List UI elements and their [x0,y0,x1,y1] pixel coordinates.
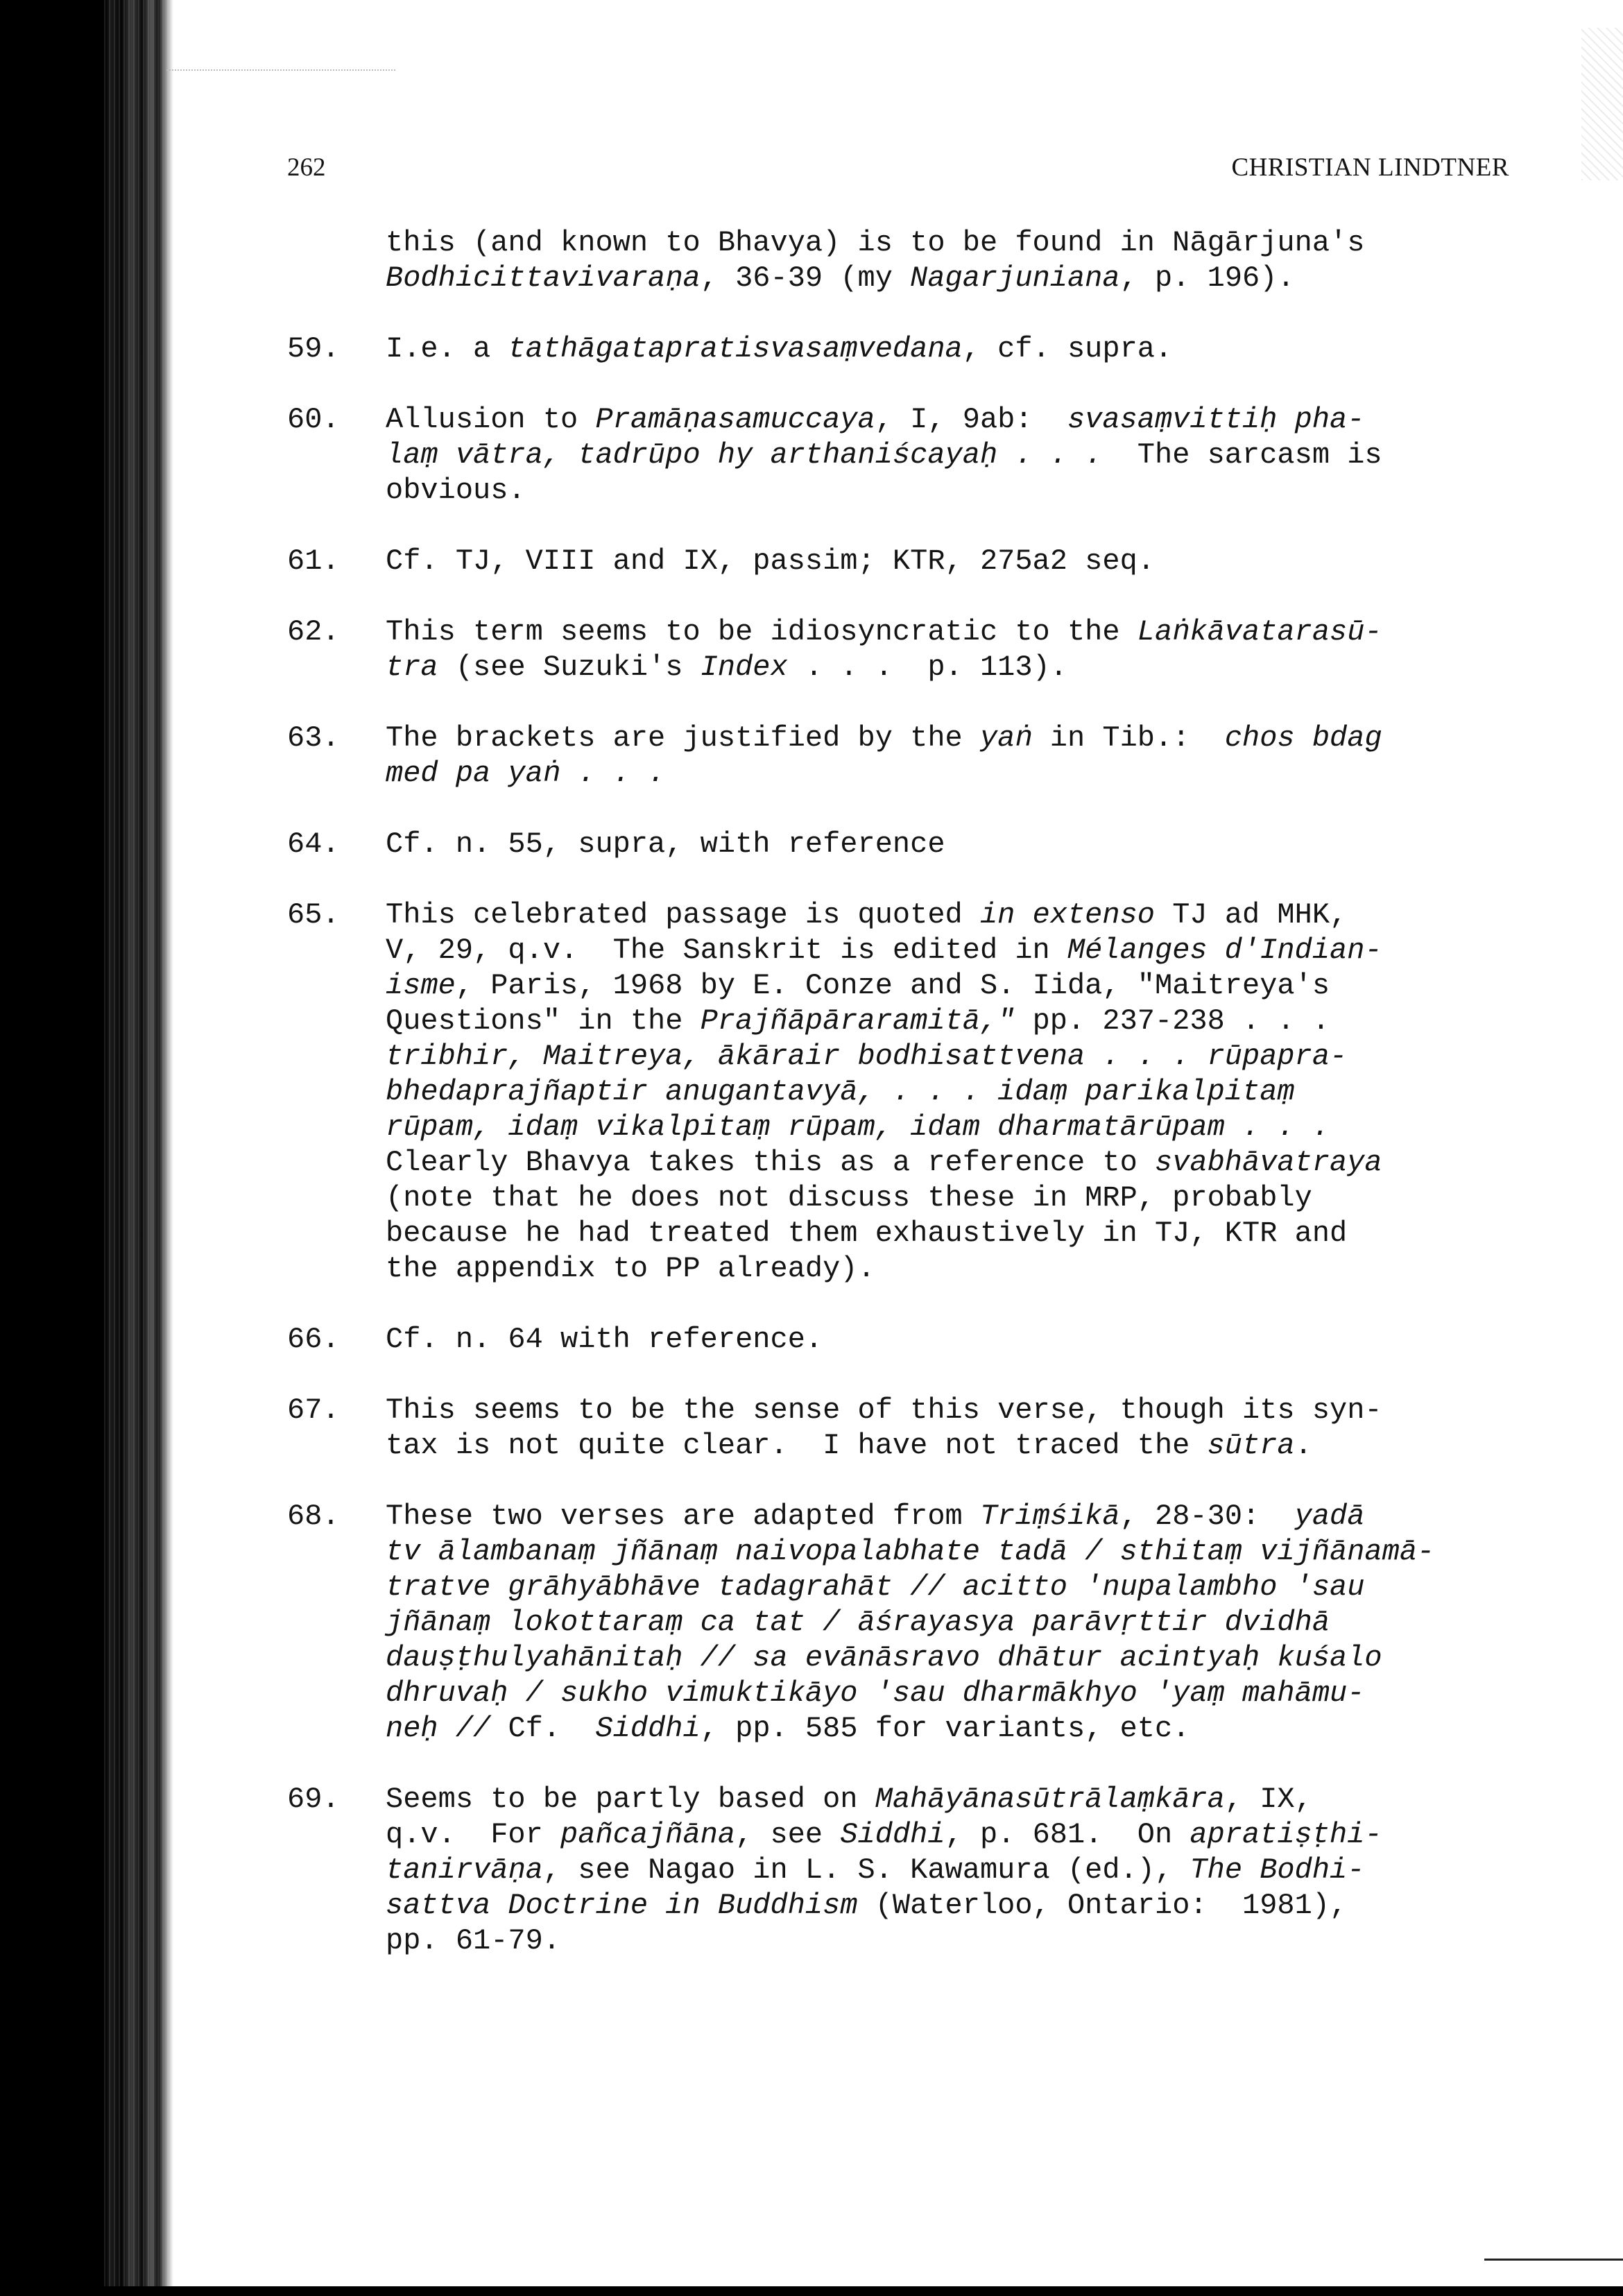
endnote-line [386,1534,1536,1570]
text-run: pp. 237-238 . . . [1015,1004,1330,1038]
italic-text: neḥ // [386,1712,491,1745]
endnote-text [386,1782,1536,1959]
endnote [287,1782,1536,1959]
text-run: (note that he does not discuss these in MRP, probably [386,1181,1312,1215]
italic-text: svabhāvatraya [1154,1146,1382,1179]
endnote-text [386,898,1536,1287]
endnote-number: 62. [287,615,340,649]
endnotes [287,225,1536,1994]
endnote-text [386,225,1536,296]
endnote-text [386,615,1536,685]
text-run: , cf. supra. [962,332,1173,366]
text-run: The sarcasm is [1102,438,1382,472]
italic-text: Nagarjuniana [910,262,1120,295]
endnote-line [386,332,1536,367]
italic-text: bhedaprajñaptir anugantavyā, . . . idaṃ parikalpitaṃ [386,1075,1295,1108]
endnote-number: 59. [287,332,340,366]
text-run: , 28-30: [1119,1500,1295,1533]
italic-text: tribhir, Maitreya, ākārair bodhisattvena . . . rūpapra- [386,1040,1348,1073]
italic-text: Index [700,651,788,684]
endnote-number: 60. [287,403,340,436]
endnote [287,898,1536,1287]
endnote-line [386,1853,1536,1888]
endnote-line [386,1817,1536,1853]
text-run: because he had treated them exhaustively in TJ, KTR and [386,1217,1348,1250]
endnote-line [386,1888,1536,1924]
endnote-number: 61. [287,545,340,578]
text-run: These two verses are adapted from [386,1500,980,1533]
endnote [287,827,1536,862]
endnote-line [386,1216,1536,1251]
text-run: tax is not quite clear. I have not traced the [386,1429,1208,1462]
text-run: Cf. TJ, VIII and IX, passim; KTR, 275a2 seq. [386,545,1155,578]
endnote-line [386,1711,1536,1747]
italic-text: Pramāṇasamuccaya [595,403,875,436]
text-run: pp. 61-79. [386,1924,561,1957]
endnote-line [386,933,1536,968]
italic-text: tra [386,651,438,684]
endnote-line [386,544,1536,579]
endnote-line [386,473,1536,508]
page-number: 262 [287,153,326,182]
italic-text: tanirvāṇa [386,1853,543,1887]
endnote-number: 67. [287,1394,340,1427]
endnote [287,1322,1536,1357]
endnote-line [386,721,1536,756]
endnote-line [386,1428,1536,1464]
text-run: , IX, [1224,1783,1312,1816]
endnote-line [386,402,1536,438]
italic-text: rūpam, idaṃ vikalpitaṃ rūpam, idam dharmatārūpam . . . [386,1111,1330,1144]
text-run: Cf. [490,1712,596,1745]
endnote-line [386,1322,1536,1357]
endnote-text [386,1393,1536,1464]
endnote-line [386,898,1536,933]
text-run: the appendix to PP already). [386,1252,875,1285]
text-run: TJ ad MHK, [1155,898,1348,932]
endnote-line [386,1074,1536,1110]
text-run: this (and known to Bhavya) is to be found in Nāgārjuna's [386,226,1365,259]
endnote-number: 66. [287,1323,340,1356]
text-run: , see [735,1818,841,1851]
scan-speckle [1581,28,1623,180]
text-run: Questions" in the [386,1004,701,1038]
endnote-line [386,225,1536,261]
italic-text: tratve grāhyābhāve tadagrahāt // acitto 'nupalambho 'sau [386,1570,1365,1604]
italic-text: Siddhi [595,1712,701,1745]
scan-mark [166,69,395,72]
endnote-line [386,827,1536,862]
italic-text: isme [386,969,456,1002]
endnote-text [386,721,1536,791]
endnote [287,721,1536,791]
text-run: in Tib.: [1032,721,1225,755]
italic-text: med pa yaṅ . . . [386,757,666,790]
endnote-line [386,1499,1536,1534]
endnote-line [386,438,1536,473]
endnote-text [386,402,1536,508]
endnote-line [386,650,1536,685]
endnote [287,225,1536,296]
text-run: obvious. [386,474,526,507]
endnote-text [386,1499,1536,1747]
text-run: Allusion to [386,403,596,436]
text-run: This term seems to be idiosyncratic to the [386,615,1137,649]
text-run: Cf. n. 55, supra, with reference [386,828,945,861]
endnote-number: 65. [287,898,340,932]
text-run: , p. 196). [1119,262,1295,295]
endnote [287,402,1536,508]
endnote-number: 64. [287,828,340,861]
text-run: I.e. a [386,332,508,366]
italic-text: Mahāyānasūtrālaṃkāra [875,1783,1225,1816]
text-run: , p. 681. On [945,1818,1190,1851]
endnote-line [386,756,1536,791]
endnote-line [386,1676,1536,1711]
endnote-text [386,544,1536,579]
endnote-text [386,1322,1536,1357]
bottom-edge [0,2286,1623,2296]
italic-text: pañcajñāna [560,1818,736,1851]
endnote-number: 69. [287,1783,340,1816]
endnote-line [386,1924,1536,1959]
text-run: The brackets are justified by the [386,721,980,755]
endnote-line [386,1181,1536,1216]
italic-text: yadā [1294,1500,1365,1533]
italic-text: Siddhi [840,1818,945,1851]
endnote-line [386,968,1536,1004]
gutter-streaks [104,0,173,2296]
text-run: V, 29, q.v. The Sanskrit is edited in [386,934,1067,967]
text-run: . [1294,1429,1312,1462]
endnote [287,1393,1536,1464]
italic-text: laṃ vātra, tadrūpo hy arthaniścayaḥ . . . [386,438,1103,472]
text-run: Clearly Bhavya takes this as a reference to [386,1146,1155,1179]
endnote-number: 63. [287,721,340,755]
endnote-line [386,1782,1536,1817]
endnote-text [386,827,1536,862]
endnote-line [386,1393,1536,1428]
endnote-line [386,1640,1536,1676]
endnote-line [386,1251,1536,1287]
endnote-line [386,1039,1536,1074]
text-run: (Waterloo, Ontario: 1981), [857,1889,1348,1922]
italic-text: Bodhicittavivaraṇa [386,262,701,295]
text-run: , 36-39 (my [700,262,911,295]
italic-text: apratiṣṭhi- [1190,1818,1382,1851]
endnote-line [386,1004,1536,1039]
italic-text: jñānaṃ lokottaraṃ ca tat / āśrayasya parāvṛttir dvidhā [386,1606,1330,1639]
italic-text: Laṅkāvatarasū- [1137,615,1382,649]
text-run: q.v. For [386,1818,561,1851]
running-head [287,153,1509,194]
italic-text: The Bodhi- [1190,1853,1365,1887]
endnote-line [386,1145,1536,1181]
text-run: (see Suzuki's [438,651,701,684]
endnote [287,544,1536,579]
scan-line [1484,2259,1623,2261]
italic-text: svasaṃvittiḥ pha- [1067,403,1365,436]
italic-text: in extenso [979,898,1155,932]
text-run: , I, 9ab: [875,403,1067,436]
italic-text: Triṃśikā [979,1500,1120,1533]
text-run: Cf. n. 64 with reference. [386,1323,823,1356]
endnote [287,615,1536,685]
endnote-line [386,615,1536,650]
italic-text: Mélanges d'Indian- [1067,934,1382,967]
endnote-line [386,1605,1536,1640]
endnote-number: 68. [287,1500,340,1533]
text-run: . . . p. 113). [787,651,1067,684]
text-run: , Paris, 1968 by E. Conze and S. Iida, "Maitreya's [455,969,1330,1002]
endnote-line [386,1110,1536,1145]
italic-text: tathāgatapratisvasaṃvedana [508,332,963,366]
italic-text: chos bdag [1224,721,1382,755]
italic-text: sūtra [1207,1429,1295,1462]
italic-text: yaṅ [979,721,1033,755]
italic-text: Prajñāpāraramitā," [700,1004,1015,1038]
text-run: , see Nagao in L. S. Kawamura (ed.), [542,1853,1190,1887]
endnote [287,332,1536,367]
italic-text: tv ālambanaṃ jñānaṃ naivopalabhate tadā / sthitaṃ vijñānamā- [386,1535,1435,1568]
endnote [287,1499,1536,1747]
italic-text: sattva Doctrine in Buddhism [386,1889,858,1922]
italic-text: dauṣṭhulyahānitaḥ // sa evānāsravo dhātur acintyaḥ kuśalo [386,1641,1382,1674]
text-run: This seems to be the sense of this verse, though its syn- [386,1394,1382,1427]
endnote-line [386,1570,1536,1605]
text-run: Seems to be partly based on [386,1783,875,1816]
text-run: This celebrated passage is quoted [386,898,980,932]
running-head-author: CHRISTIAN LINDTNER [1231,153,1509,182]
endnote-line [386,261,1536,296]
endnote-text [386,332,1536,367]
italic-text: dhruvaḥ / sukho vimuktikāyo 'sau dharmākhyo 'yaṃ mahāmu- [386,1677,1365,1710]
text-run: , pp. 585 for variants, etc. [700,1712,1190,1745]
